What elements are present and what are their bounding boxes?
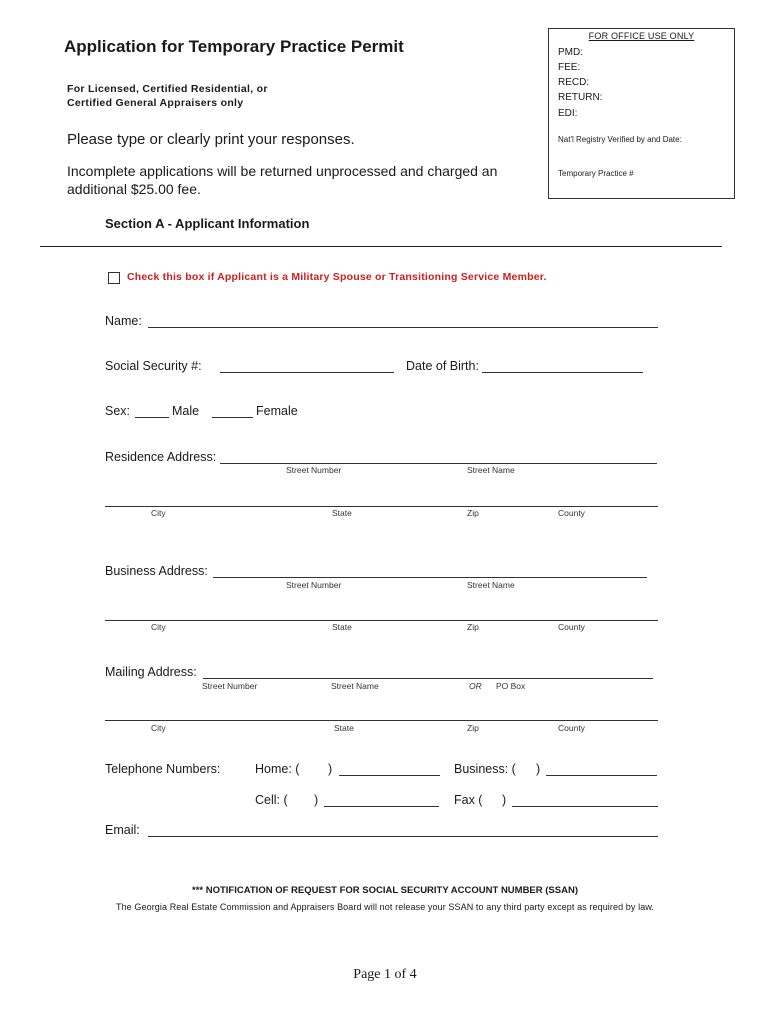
office-edi: EDI:	[558, 108, 578, 119]
residence-zip-caption: Zip	[467, 508, 479, 518]
military-spouse-checkbox[interactable]	[108, 272, 120, 284]
mailing-street-name-caption: Street Name	[331, 681, 379, 691]
mailing-or-caption: OR	[469, 681, 482, 691]
section-a-title: Section A - Applicant Information	[105, 216, 310, 231]
office-pmd: PMD:	[558, 47, 583, 58]
residence-city-state-field[interactable]	[105, 506, 658, 507]
cell-phone-paren: )	[314, 793, 319, 807]
military-checkbox-label: Check this box if Applicant is a Military Spouse or Transitioning Service Member.	[127, 271, 547, 283]
business-city-caption: City	[151, 622, 166, 632]
name-label: Name:	[105, 314, 142, 328]
residence-county-caption: County	[558, 508, 585, 518]
residence-address-label: Residence Address:	[105, 450, 217, 464]
office-use-heading: FOR OFFICE USE ONLY	[588, 31, 695, 41]
business-street-field[interactable]	[213, 577, 647, 578]
residence-street-number-caption: Street Number	[286, 465, 342, 475]
email-label: Email:	[105, 823, 140, 837]
cell-phone-label: Cell: (	[255, 793, 288, 807]
ssan-notification-title: *** NOTIFICATION OF REQUEST FOR SOCIAL SECURITY ACCOUNT NUMBER (SSAN)	[192, 885, 578, 896]
mailing-po-box-caption: PO Box	[496, 681, 526, 691]
business-county-caption: County	[558, 622, 585, 632]
sex-label: Sex:	[105, 404, 131, 418]
business-phone-field[interactable]	[546, 775, 657, 776]
mailing-county-caption: County	[558, 723, 585, 733]
ssn-field[interactable]	[220, 372, 394, 373]
office-use-box	[548, 28, 735, 199]
office-registry: Nat'l Registry Verified by and Date:	[558, 135, 682, 144]
dob-field[interactable]	[482, 372, 643, 373]
office-recd: RECD:	[558, 77, 590, 88]
form-title: Application for Temporary Practice Permit	[64, 37, 404, 56]
cell-phone-field[interactable]	[324, 806, 439, 807]
residence-street-field[interactable]	[220, 463, 657, 464]
business-zip-caption: Zip	[467, 622, 479, 632]
home-phone-field[interactable]	[339, 775, 440, 776]
business-phone-label: Business: (	[454, 762, 516, 776]
office-temp-practice: Temporary Practice #	[558, 169, 634, 178]
fax-paren: )	[502, 793, 507, 807]
residence-state-caption: State	[332, 508, 352, 518]
business-city-state-field[interactable]	[105, 620, 658, 621]
mailing-state-caption: State	[334, 723, 354, 733]
email-field[interactable]	[148, 836, 658, 837]
fax-label: Fax (	[454, 793, 483, 807]
mailing-address-label: Mailing Address:	[105, 665, 197, 679]
mailing-street-field[interactable]	[203, 678, 653, 679]
mailing-city-caption: City	[151, 723, 166, 733]
fax-field[interactable]	[512, 806, 658, 807]
business-street-number-caption: Street Number	[286, 580, 342, 590]
telephone-label: Telephone Numbers:	[105, 762, 221, 776]
residence-street-name-caption: Street Name	[467, 465, 515, 475]
residence-city-caption: City	[151, 508, 166, 518]
subtitle-line-1: For Licensed, Certified Residential, or	[67, 83, 268, 95]
male-label: Male	[172, 404, 200, 418]
name-field[interactable]	[148, 327, 658, 328]
section-divider	[40, 246, 722, 247]
mailing-street-number-caption: Street Number	[202, 681, 258, 691]
sex-female-field[interactable]	[212, 417, 253, 418]
page-number: Page 1 of 4	[353, 967, 417, 982]
female-label: Female	[256, 404, 298, 418]
subtitle-line-2: Certified General Appraisers only	[67, 97, 244, 109]
office-return: RETURN:	[558, 92, 603, 103]
mailing-city-state-field[interactable]	[105, 720, 658, 721]
incomplete-notice: Incomplete applications will be returned unprocessed and charged an additional $25.00 fee.	[67, 163, 498, 197]
ssan-notification-body: The Georgia Real Estate Commission and Appraisers Board will not release your SSAN to any third party except as required by law.	[115, 902, 655, 912]
sex-male-field[interactable]	[135, 417, 169, 418]
mailing-zip-caption: Zip	[467, 723, 479, 733]
form-subtitle	[67, 82, 268, 110]
instruction-text: Please type or clearly print your responses.	[67, 131, 355, 148]
business-phone-paren: )	[536, 762, 541, 776]
business-street-name-caption: Street Name	[467, 580, 515, 590]
business-address-label: Business Address:	[105, 564, 208, 578]
dob-label: Date of Birth:	[406, 359, 479, 373]
home-phone-label: Home: (	[255, 762, 300, 776]
ssn-label: Social Security #:	[105, 359, 202, 373]
home-phone-paren: )	[328, 762, 333, 776]
office-fee: FEE:	[558, 62, 581, 73]
business-state-caption: State	[332, 622, 352, 632]
